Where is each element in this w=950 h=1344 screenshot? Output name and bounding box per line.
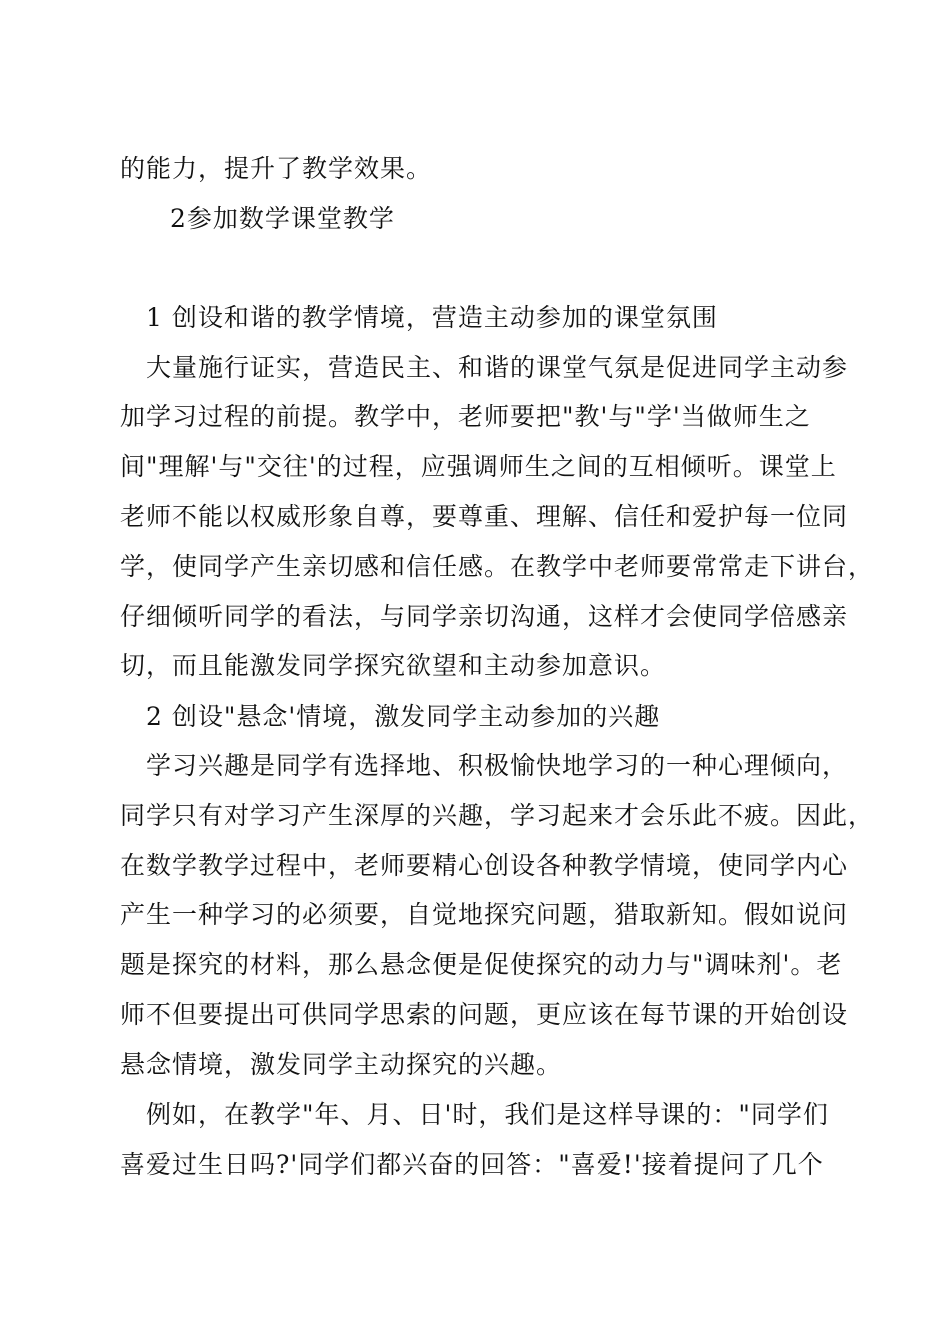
paragraph-line: 同学只有对学习产生深厚的兴趣，学习起来才会乐此不疲。因此， [120,801,875,830]
paragraph-line: 悬念情境，激发同学主动探究的兴趣。 [120,1050,563,1079]
paragraph-line: 仔细倾听同学的看法，与同学亲切沟通，这样才会使同学倍感亲 [120,602,849,631]
subsection-heading: 1 创设和谐的教学情境，营造主动参加的课堂氛围 [146,303,718,332]
text-line: 的能力，提升了教学效果。 [120,154,433,183]
section-heading: 2参加数学课堂教学 [170,204,395,233]
paragraph-line: 学习兴趣是同学有选择地、积极愉快地学习的一种心理倾向， [146,751,849,780]
paragraph-line: 题是探究的材料，那么悬念便是促使探究的动力与"调味剂'。老 [120,950,843,979]
paragraph-line: 老师不能以权威形象自尊，要尊重、理解、信任和爱护每一位同 [120,502,849,531]
paragraph-line: 例如，在教学"年、月、日'时，我们是这样导课的："同学们 [146,1100,829,1129]
paragraph-line: 大量施行证实，营造民主、和谐的课堂气氛是促进同学主动参 [146,353,849,382]
subsection-heading: 2 创设"悬念'情境，激发同学主动参加的兴趣 [146,702,661,731]
paragraph-line: 切，而且能激发同学探究欲望和主动参加意识。 [120,651,667,680]
paragraph-line: 产生一种学习的必须要，自觉地探究问题，猎取新知。假如说问 [120,900,849,929]
paragraph-line: 间"理解'与"交往'的过程，应强调师生之间的互相倾听。课堂上 [120,452,837,481]
paragraph-line: 师不但要提出可供同学思索的问题，更应该在每节课的开始创设 [120,1000,849,1029]
paragraph-line: 喜爱过生日吗?'同学们都兴奋的回答："喜爱!'接着提问了几个 [120,1150,824,1179]
paragraph-line: 学，使同学产生亲切感和信任感。在教学中老师要常常走下讲台， [120,552,875,581]
paragraph-line: 加学习过程的前提。教学中，老师要把"教'与"学'当做师生之 [120,402,811,431]
paragraph-line: 在数学教学过程中，老师要精心创设各种教学情境，使同学内心 [120,851,849,880]
